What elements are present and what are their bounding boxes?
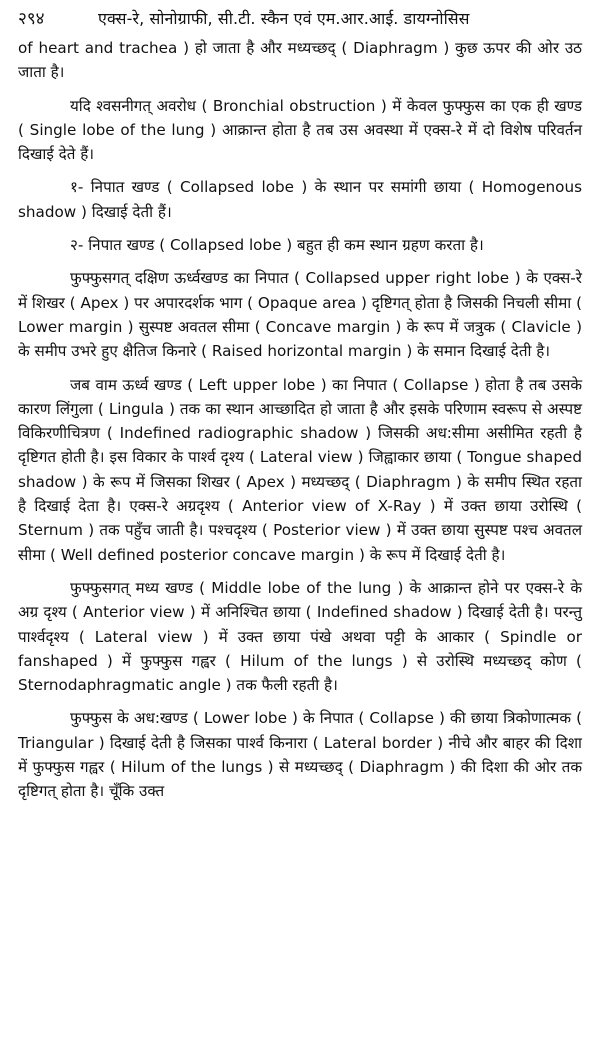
page-number: २९४ [18, 9, 45, 29]
list-item-2: २- निपात खण्ड ( Collapsed lobe ) बहुत ही कम स्थान ग्रहण करता है। [70, 236, 484, 255]
paragraph-middle-lobe: फुफ्फुसगत् मध्य खण्ड ( Middle lobe of the lung ) के आक्रान्त होने पर एक्स-रे के अग्र दृश्य ( Anterior view ) में अनिश्चित छाया ( Indefined shadow ) दिखाई देती है। परन्तु पार्श्वदृश्य ( Lateral view ) में उक्त छाया पंखे अथवा पट्टी के आकार ( Spindle or fanshaped ) में फुफ्फुस गह्वर ( Hilum of the lungs ) से उरोस्थि मध्यच्छद् कोण ( Sternodaphragmatic angle ) तक फैली रहती है। [18, 578, 582, 695]
list-item-1: १- निपात खण्ड ( Collapsed lobe ) के स्थान पर समांगी छाया ( Homogenous shadow ) दिखाई देती हैं। [18, 178, 582, 221]
paragraph-left-upper-lobe: जब वाम ऊर्ध्व खण्ड ( Left upper lobe ) का निपात ( Collapse ) होता है तब उसके कारण लिंगुला ( Lingula ) तक का स्थान आच्छादित हो जाता है और इसके परिणाम स्वरूप से अस्पष्ट विकिरणीचित्रण ( Indefined radiographic shadow ) जिसकी अध:सीमा असीमित रहती है दृष्टिगत होती है। इस विकार के पार्श्व दृश्य ( Lateral view ) जिह्वाकार छाया ( Tongue shaped shadow ) के रूप में जिसका शिखर ( Apex ) मध्यच्छद् ( Diaphragm ) के समीप स्थित रहता है दिखाई देता है। एक्स-रे अग्रदृश्य ( Anterior view of X-Ray ) में उक्त छाया उरोस्थि ( Sternum ) तक पहुँच जाती है। पश्चदृश्य ( Posterior view ) में उक्त छाया सुस्पष्ट पश्च अवतल सीमा ( Well defined posterior concave margin ) के रूप में दिखाई देती है। [18, 375, 582, 564]
paragraph-lower-lobe: फुफ्फुस के अध:खण्ड ( Lower lobe ) के निपात ( Collapse ) की छाया त्रिकोणात्मक ( Triangular ) दिखाई देती है जिसका पार्श्व किनारा ( Lateral border ) नीचे और बाहर की दिशा में फुफ्फुस गह्वर ( Hilum of the lungs ) से मध्यच्छद् ( Diaphragm ) की दिशा की ओर तक दृष्टिगत् होता है। चूँकि उक्त [18, 709, 582, 801]
page-header [18, 6, 582, 34]
paragraph-right-upper-lobe: फुफ्फुसगत् दक्षिण ऊर्ध्वखण्ड का निपात ( Collapsed upper right lobe ) के एक्स-रे में शिखर ( Apex ) पर अपारदर्शक भाग ( Opaque area ) दृष्टिगत् होता है जिसकी निचली सीमा ( Lower margin ) सुस्पष्ट अवतल सीमा ( Concave margin ) के रूप में जत्रुक ( Clavicle ) के समीप उभरे हुए क्षैतिज किनारे ( Raised horizontal margin ) के समान दिखाई देती है। [18, 269, 582, 361]
paragraph-bronchial-obstruction: यदि श्वसनीगत् अवरोध ( Bronchial obstruction ) में केवल फुफ्फुस का एक ही खण्ड ( Single lobe of the lung ) आक्रान्त होता है तब उस अवस्था में एक्स-रे में दो विशेष परिवर्तन दिखाई देते हैं। [18, 96, 582, 164]
paragraph-continuation: of heart and trachea ) हो जाता है और मध्यच्छद् ( Diaphragm ) कुछ ऊपर की ओर उठ जाता है। [18, 39, 582, 82]
running-title: एक्स-रे, सोनोग्राफी, सी.टी. स्कैन एवं एम.आर.आई. डायग्नोसिस [98, 9, 470, 28]
